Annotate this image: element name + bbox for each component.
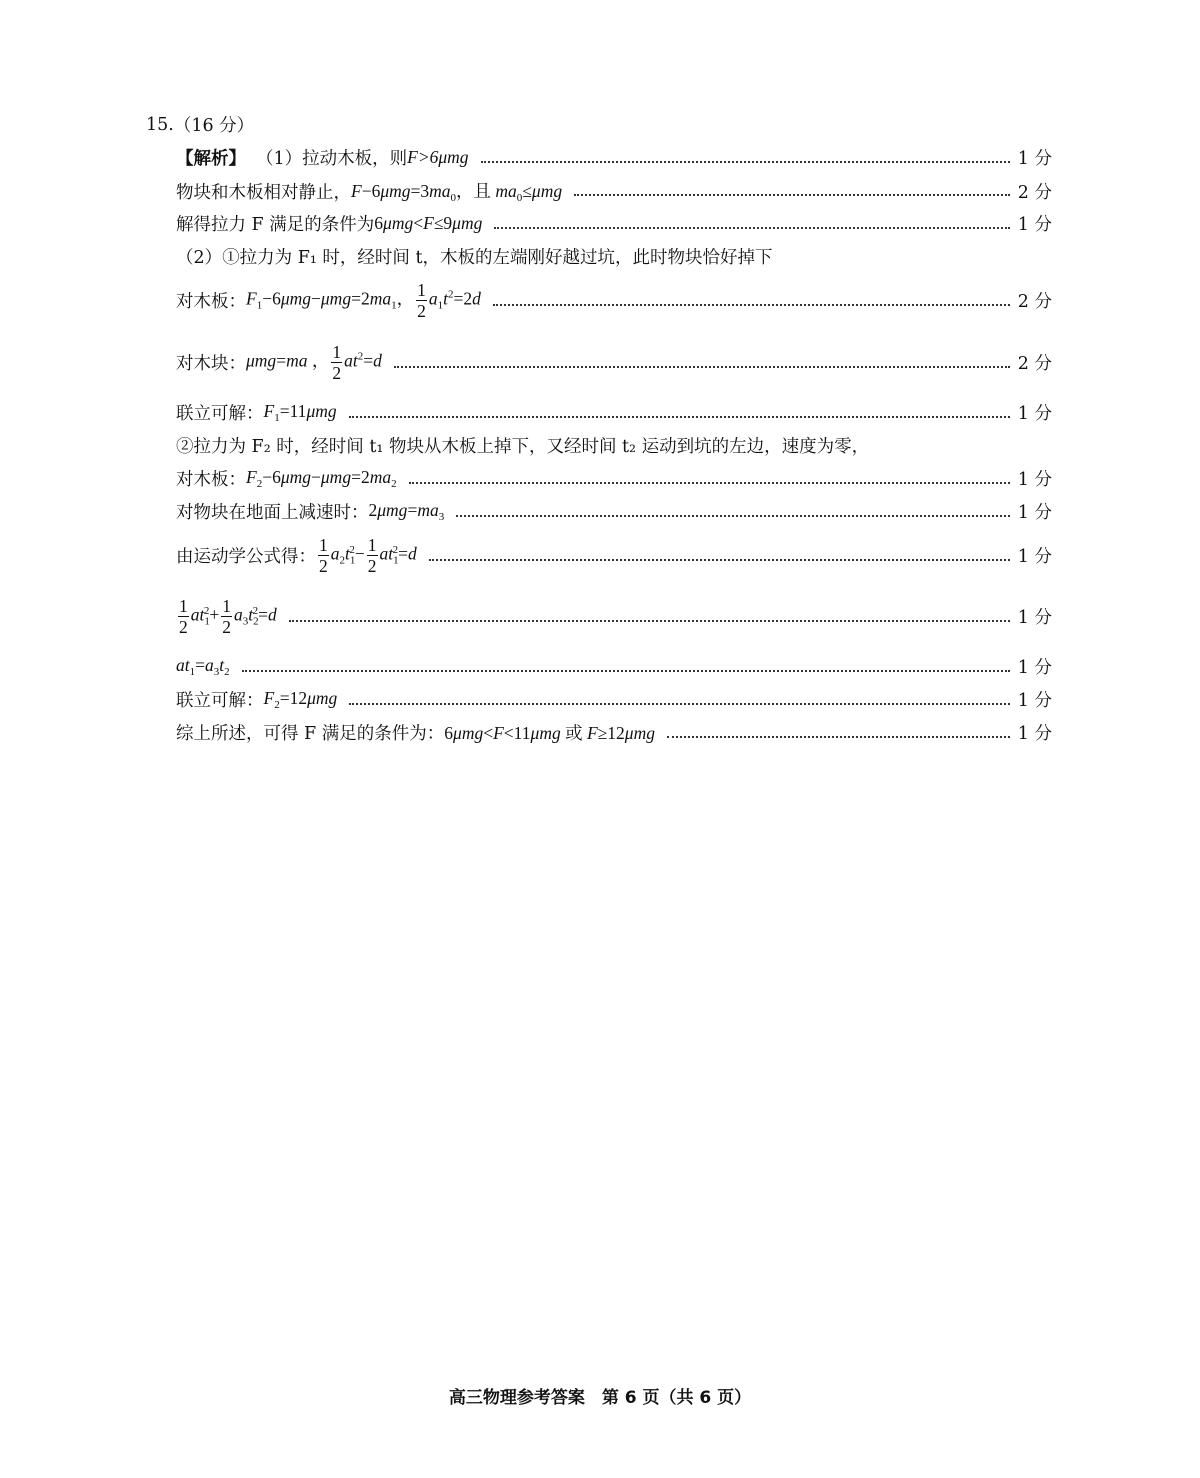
leader-dots xyxy=(481,161,1010,163)
question-points: （16 分） xyxy=(173,116,255,136)
line-text: 由运动学公式得： xyxy=(176,547,316,567)
score: 1 分 xyxy=(1017,404,1052,424)
equation: 6μmg<F<11μmg 或 F≥12μmg xyxy=(444,723,655,743)
score: 1 分 xyxy=(1017,215,1052,235)
leader-dots xyxy=(494,227,1009,229)
line-text: ②拉力为 F₂ 时，经时间 t₁ 物块从木板上掉下，又经时间 t₂ 运动到坑的左边，速度为零， xyxy=(176,437,870,457)
line-text: 解得拉力 F 满足的条件为 xyxy=(176,215,375,235)
equation: $F_2=12\mu mg$ xyxy=(263,688,338,711)
leader-dots xyxy=(409,482,1010,484)
equation: 6μmg<F≤9μmg xyxy=(374,213,483,233)
equation: μmg=ma ， $\frac{1}{2}$ $at^2=d$ xyxy=(246,342,382,383)
score: 1 分 xyxy=(1017,691,1052,711)
equation: $F-6\mu mg=3ma_0$，且 $ma_0\le\mu mg$ xyxy=(351,181,563,204)
page-footer: 高三物理参考答案 第 6 页（共 6 页） xyxy=(448,1388,752,1408)
line-text: 对木板： xyxy=(176,470,246,490)
leader-dots xyxy=(574,194,1010,196)
score: 2 分 xyxy=(1017,354,1052,374)
answer-line-11 xyxy=(176,535,1052,576)
score: 2 分 xyxy=(1017,292,1052,312)
question-number: 15. xyxy=(146,114,174,135)
equation: $\frac{1}{2}$ $a_2t_1^2-$ $\frac{1}{2}$ $at_1^2=d$ xyxy=(319,535,417,576)
fraction-half: $\frac{1}{2}$ xyxy=(179,596,188,637)
equation: $F_2-6\mu mg-\mu mg=2ma_2$ xyxy=(246,467,397,490)
equation: $2\mu mg=ma_3$ xyxy=(368,500,445,523)
answer-line-14 xyxy=(176,687,1052,712)
score: 2 分 xyxy=(1017,182,1052,203)
fraction-half: $\frac{1}{2}$ xyxy=(222,596,231,637)
score: 1 分 xyxy=(1017,149,1052,169)
score: 1 分 xyxy=(1017,608,1052,628)
leader-dots xyxy=(493,304,1010,306)
answer-line-2 xyxy=(176,178,1052,204)
line-text: （1）拉动木板，则 xyxy=(256,149,408,169)
line-text: 联立可解： xyxy=(176,404,264,424)
answer-line-6 xyxy=(176,342,1052,383)
equation: $at_1=a_3t_2$ xyxy=(176,655,230,678)
answer-line-9 xyxy=(176,466,1052,491)
answer-line-1 xyxy=(176,145,1052,170)
line-text: 对物块在地面上减速时： xyxy=(176,503,369,523)
analysis-label: 【解析】 xyxy=(176,149,246,169)
score: 1 分 xyxy=(1017,503,1052,523)
line-text: 联立可解： xyxy=(176,691,264,711)
equation: $\frac{1}{2}$ $at_1^2+$ $\frac{1}{2}$ $a_3t_2^2=d$ xyxy=(179,596,277,637)
leader-dots xyxy=(289,620,1010,622)
leader-dots xyxy=(349,416,1010,418)
line-text: 综上所述，可得 F 满足的条件为： xyxy=(176,724,445,744)
answer-line-12 xyxy=(176,596,1052,637)
line-text: 物块和木板相对静止， xyxy=(176,182,351,203)
leader-dots xyxy=(394,366,1010,368)
line-text: 对木板： xyxy=(176,292,246,312)
score: 1 分 xyxy=(1017,658,1052,678)
fraction-half: $\frac{1}{2}$ xyxy=(319,535,328,576)
question-header xyxy=(146,112,254,137)
equation: $F_1=11\mu mg$ xyxy=(263,401,337,424)
fraction-half: $\frac{1}{2}$ xyxy=(332,342,342,383)
leader-dots xyxy=(429,559,1010,561)
leader-dots xyxy=(456,515,1010,517)
leader-dots xyxy=(242,670,1010,672)
answer-line-7 xyxy=(176,400,1052,425)
answer-line-4 xyxy=(176,244,773,269)
score: 1 分 xyxy=(1017,547,1052,567)
answer-line-13 xyxy=(176,654,1052,679)
fraction-half: $\frac{1}{2}$ xyxy=(367,535,377,576)
answer-line-8 xyxy=(176,433,869,458)
answer-line-3 xyxy=(176,211,1052,236)
fraction-half: $\frac{1}{2}$ xyxy=(417,280,426,321)
answer-line-15 xyxy=(176,720,1052,745)
answer-line-10 xyxy=(176,499,1052,524)
equation: F>6μmg xyxy=(407,147,469,167)
equation: $F_1-6\mu mg-\mu mg=2ma_1$， $\frac{1}{2}$ $a_1t^2=2d$ xyxy=(246,280,481,321)
leader-dots xyxy=(667,736,1010,738)
score: 1 分 xyxy=(1017,470,1052,490)
score: 1 分 xyxy=(1017,724,1052,744)
answer-line-5 xyxy=(176,280,1052,321)
leader-dots xyxy=(349,703,1010,705)
line-text: （2）①拉力为 F₁ 时，经时间 t，木板的左端刚好越过坑，此时物块恰好掉下 xyxy=(176,248,773,268)
line-text: 对木块： xyxy=(176,354,246,374)
